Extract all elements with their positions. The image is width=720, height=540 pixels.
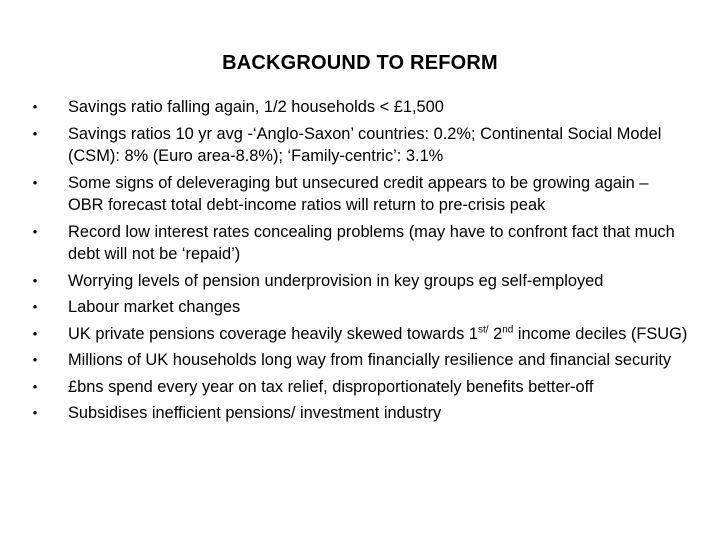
bullet-text: Some signs of deleveraging but unsecured credit appears to be growing again – OBR forecast total debt-income ratios will return to pre-crisis peak [68, 173, 649, 214]
bullet-item [28, 221, 688, 266]
slide-title: BACKGROUND TO REFORM [222, 52, 498, 74]
bullet-item [28, 172, 688, 217]
bullet-text: Subsidises inefficient pensions/ investment industry [68, 404, 442, 422]
ordinal-superscript: nd [502, 324, 514, 336]
bullet-item [28, 349, 688, 372]
bullet-icon: • [32, 325, 38, 341]
ordinal-superscript: st/ [477, 324, 489, 336]
bullet-text: Savings ratios 10 yr avg -‘Anglo-Saxon’ countries: 0.2%; Continental Social Model (CSM): 8% (Euro area-8.8%); ‘Family-centric’: 3.1% [68, 124, 662, 165]
bullet-text: Savings ratio falling again, 1/2 households < £1,500 [68, 98, 444, 116]
bullet-item [28, 323, 688, 346]
bullet-text: Record low interest rates concealing problems (may have to confront fact that much debt will not be ‘repaid’) [68, 222, 675, 263]
bullet-icon: • [32, 299, 38, 314]
bullet-list [28, 96, 688, 429]
bullet-icon: • [32, 223, 38, 239]
bullet-icon: • [32, 272, 38, 288]
bullet-text [68, 325, 687, 343]
bullet-icon: • [32, 125, 38, 141]
bullet-item [28, 402, 688, 425]
bullet-text-part: UK private pensions coverage heavily skewed towards 1 [68, 324, 478, 343]
bullet-text: Labour market changes [68, 298, 241, 316]
bullet-item [28, 296, 688, 319]
bullet-text: £bns spend every year on tax relief, disproportionately benefits better-off [68, 377, 594, 396]
bullet-item [28, 96, 688, 119]
bullet-icon: • [32, 378, 38, 394]
bullet-icon: • [32, 99, 38, 114]
bullet-item [28, 376, 688, 399]
bullet-item [28, 270, 688, 293]
bullet-item [28, 123, 688, 168]
bullet-icon: • [32, 405, 38, 420]
bullet-text: Worrying levels of pension underprovision in key groups eg self-employed [68, 271, 604, 290]
bullet-text-part: 2 [488, 324, 503, 343]
bullet-icon: • [32, 352, 38, 367]
bullet-icon: • [32, 174, 38, 190]
bullet-text: Millions of UK households long way from financially resilience and financial security [68, 351, 672, 369]
bullet-text-part: income deciles (FSUG) [513, 324, 688, 343]
